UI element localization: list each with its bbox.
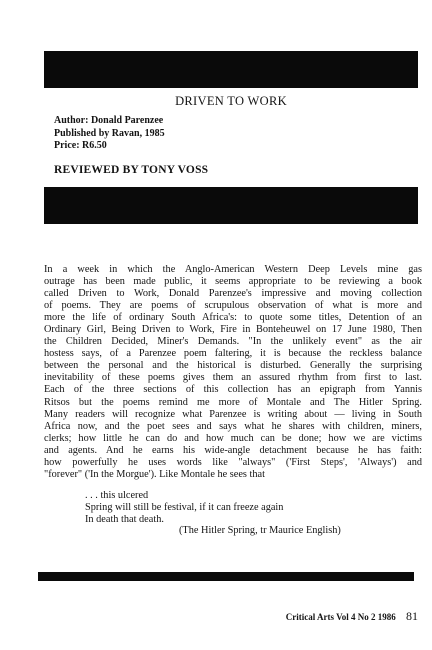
quote-line: Spring will still be festival, if it can freeze again <box>85 501 284 513</box>
quote-citation: (The Hitler Spring, tr Maurice English) <box>179 525 341 537</box>
body-line: how powerfully he uses words like "always" ('First Steps', 'Always') and <box>44 456 422 468</box>
body-line: called Driven to Work, Donald Parenzee's impressive and moving collection <box>44 288 422 300</box>
author-line: Author: Donald Parenzee <box>54 115 164 126</box>
body-line: Ritsos but the poems remind me more of Montale and The Hitler Spring. <box>44 396 422 408</box>
journal-citation: Critical Arts Vol 4 No 2 1986 <box>285 612 396 622</box>
review-body <box>44 264 422 481</box>
black-rule-bottom <box>38 572 414 581</box>
quote-line: In death that death. <box>85 513 164 525</box>
body-line: Ordinary Girl, Being Driven to Work, Fire in Bonteheuwel on 17 June 1980, Then <box>44 324 422 336</box>
body-line: In a week in which the Anglo-American Western Deep Levels mine gas <box>44 264 422 275</box>
black-bar-middle <box>44 187 418 224</box>
black-bar-top <box>44 51 418 88</box>
review-title: DRIVEN TO WORK <box>175 94 287 108</box>
body-line: more the life of ordinary South Africa's: to quote some titles, Detention of an <box>44 312 422 324</box>
page-number: 81 <box>406 609 418 623</box>
body-line: "forever" ('In the Morgue'). Like Montale he sees that <box>44 468 265 480</box>
body-line: and agents. And he earns his wide-angle detachment because he has faith: <box>44 444 422 456</box>
book-details <box>54 115 165 153</box>
price-line: Price: R6.50 <box>54 140 107 151</box>
page-footer <box>286 609 418 624</box>
body-line: clerks; how little he can do and how much can be done; how we are victims <box>44 432 422 444</box>
body-line: Many readers will recognize what Parenzee is writing about — living in South <box>44 408 422 420</box>
body-line: between the personal and the historical is disturbed. Generally the surprising <box>44 360 422 372</box>
body-line: outrage has been made public, it seems appropriate to be reviewing a book <box>44 276 422 288</box>
body-line: Each of the three sections of this collection has an epigraph from Yannis <box>44 384 422 396</box>
block-quote <box>85 490 341 537</box>
body-line: of poems. They are poems of scrupulous observation of what is more and <box>44 300 422 312</box>
publisher-line: Published by Ravan, 1985 <box>54 127 165 139</box>
body-line: Africa now, and the poet sees and says what he shares with children, miners, <box>44 420 422 432</box>
body-line: hostess says, of a Parenzee poem faltering, it is because the reckless balance <box>44 348 422 360</box>
quote-line: . . . this ulcered <box>85 490 149 501</box>
body-line: the Children Decided, Miner's Demands. "In the unlikely event" as the air <box>44 336 422 348</box>
body-line: inevitability of these poems gives them an assured rhythm from first to last. <box>44 372 422 384</box>
reviewer-line: REVIEWED BY TONY VOSS <box>54 164 209 176</box>
